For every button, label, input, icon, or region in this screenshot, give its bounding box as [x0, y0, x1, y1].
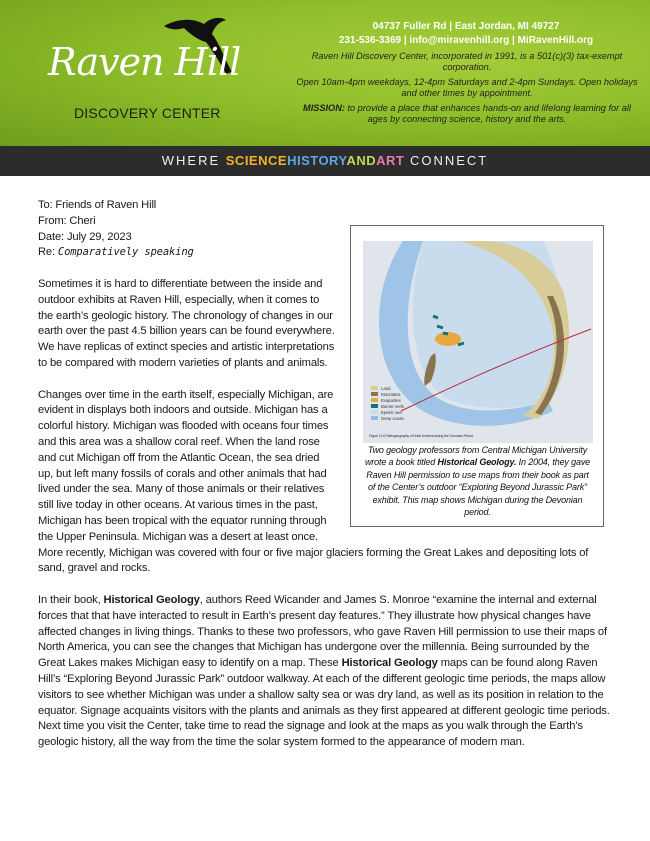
book-title: Historical Geology [103, 593, 200, 606]
tag-history: HISTORY [287, 153, 347, 168]
org-info [292, 51, 642, 129]
address: 04737 Fuller Rd | East Jordan, MI 49727 [372, 21, 560, 32]
tag-art: ART [376, 153, 405, 168]
caption-book-title: Historical Geology. [437, 457, 517, 468]
raven-hill-logo [40, 14, 280, 132]
paragraph-3 [38, 593, 614, 751]
tag-and: AND [346, 153, 377, 168]
paragraph-2: Changes over time in the earth itself, especially Michigan, are evident in displays both indoors and outside. Michigan has a colorful history. Michigan was flooded with oceans four times and this area was a shallow coral reef. When the land rose and cut Michigan off from the Atlantic Ocean, the sea dried up, but left many fossils of corals and other animals that had lived under the sea. Many of those animals or their relatives still live today in other oceans. At various times in the past, Michigan has been tropical with the equator running through the Upper Peninsula. Michigan was a desert at least once. More recently, Michigan was covered with four or five major glaciers forming the Great Lakes and depositing lots of sand, gravel and rocks. [38, 388, 589, 575]
letterhead [0, 0, 650, 146]
legend-evaporites: Evaporites [381, 398, 401, 403]
logo-script: Raven Hill [48, 40, 241, 84]
caption-text-2: In 2004, they gave Raven Hill permission to use maps from their book as part of the Center’s outdoor “Exploring Beyond Jurassic Park” exhibit. This map shows Michigan during the Devonian period. [366, 457, 591, 518]
re-subject: Comparatively speaking [57, 246, 194, 259]
tagline-bar [0, 146, 650, 176]
p3-text: In their book, [38, 593, 104, 606]
contact-info [288, 20, 644, 48]
legend-epeiric-sea: Epeiric sea [381, 410, 402, 415]
legend-barrier-reefs: Barrier reefs [381, 404, 404, 409]
memo-from: From: Cheri [38, 214, 96, 227]
legend-land: Land [381, 386, 391, 391]
legend-deep-ocean: Deep ocean [381, 416, 404, 421]
incorporation-text: Raven Hill Discovery Center, incorporated in 1991, is a 501(c)(3) tax-exempt corporation. [311, 51, 623, 72]
p3-text-2: , authors Reed Wicander and James S. Monroe “examine the internal and external forces that that have interacted to result in Earth’s present day features.” They illustrate how physical changes have affected changes in living things. Thanks to these two professors, who gave Raven Hill permission to use their maps of North America, you can see the changes that Michigan has undergone over the millennia. Being surrounded by the Great Lakes makes Michigan easy to identify on a map. These [38, 593, 607, 670]
map-figure [350, 225, 604, 527]
tag-where: WHERE [161, 153, 226, 168]
phone-email-web: 231-536-3369 | info@miravenhill.org | MiRavenHill.org [338, 35, 594, 46]
p3-text-3: maps can be found along Raven Hill’s “Exploring Beyond Jurassic Park” outdoor walkway. At each of the different geologic time periods, the maps allow visitors to see whether Michigan was under a shallow salty sea or was dry land, as well as its position in relation to the equator. Signage acquaints visitors with the plants and animals as they first appeared at different geologic time periods. Next time you visit the Center, take time to read the signage and look at the maps as you walk through the Earth’s geologic history, all the way from the time the solar system formed to the appearance of modern man. [38, 657, 610, 749]
mission-label: MISSION: [303, 103, 345, 113]
logo-subtitle: DISCOVERY CENTER [74, 105, 221, 121]
memo-to: To: Friends of Raven Hill [38, 199, 157, 211]
devonian-map [363, 241, 593, 443]
memo [38, 198, 614, 751]
tag-science: SCIENCE [225, 153, 288, 168]
paragraph-1: Sometimes it is hard to differentiate between the inside and outdoor exhibits at Raven Hill, especially, when it comes to the earth’s geologic history. The chronology of changes in our earth over the past 4.5 billion years can be found everywhere. We have replicas of extinct species and artistic interpretations to be compared with modern varieties of plants and animals. [38, 277, 335, 369]
re-label: Re: [38, 246, 58, 259]
tag-connect: CONNECT [404, 153, 489, 168]
mission-body: to provide a place that enhances hands-on and lifelong learning for all ages by connecting science, history and the arts. [344, 103, 631, 124]
caption-text: Two geology professors from Central Michigan University wrote a book titled [364, 445, 588, 468]
hours-text: Open 10am-4pm weekdays, 12-4pm Saturdays and 2-4pm Sundays. Open holidays and other times by appointment. [296, 77, 638, 98]
book-title-2: Historical Geology [341, 657, 438, 670]
legend-mountains: Mountains [381, 392, 401, 397]
memo-date: Date: July 29, 2023 [38, 230, 132, 243]
mission-text [292, 103, 642, 125]
figure-caption [363, 444, 592, 518]
map-caption: Figure 11.6 Paleogeography of North America during the Devonian Period. [369, 434, 474, 438]
